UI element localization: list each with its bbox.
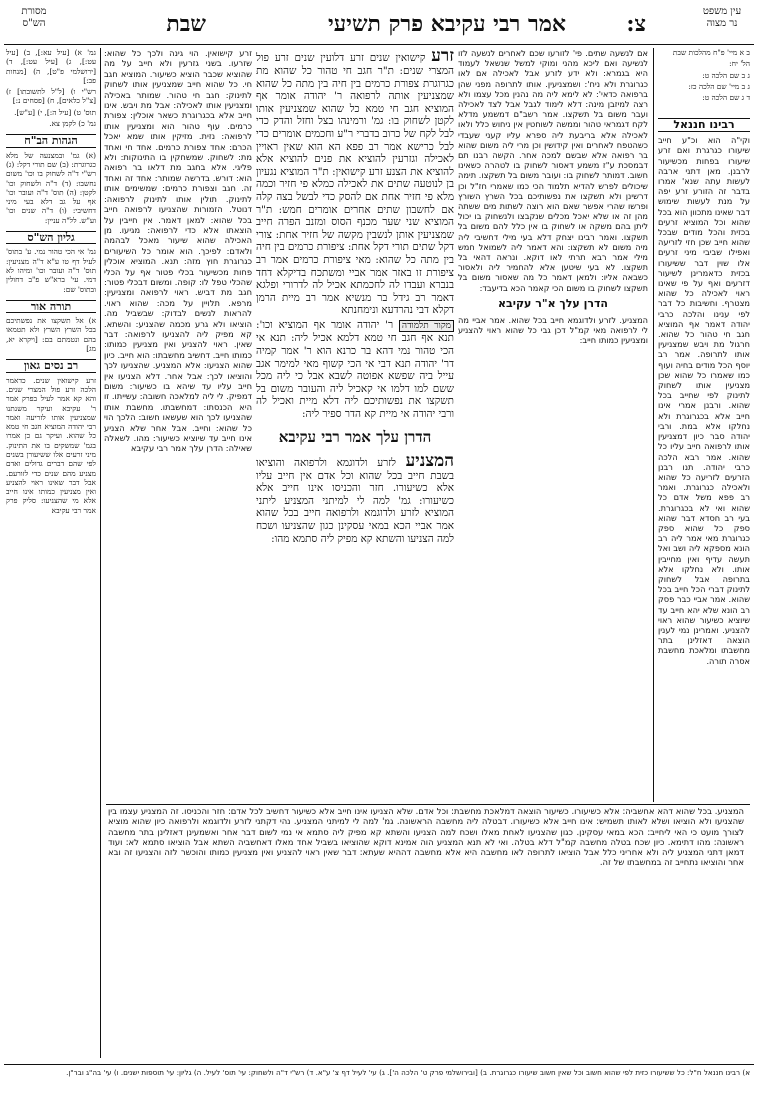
tosafot-mishna: המצניע. לזרע ולדוגמא חייב בכל שהוא. אמר אביי מה לי לרפואה מאי קמ"ל דכן גבי כל שהוא ראוי להצניע ומצניעין כמותו חייב: bbox=[458, 314, 648, 346]
masoret-line: רש"י ו) [ל"ל לתשובתו] ז) [צ"ל כלאים], ח) [פסחים נ:] bbox=[6, 87, 96, 106]
ein-mishpat-line: ד ג שם הלכה ט: bbox=[702, 93, 750, 103]
column-divider bbox=[100, 48, 101, 1058]
mishna-text bbox=[256, 450, 454, 546]
torah-or-title: תורה אור bbox=[6, 300, 96, 313]
ein-mishpat-label: עין משפט נר מצוה bbox=[702, 6, 742, 29]
masoret-column bbox=[6, 48, 96, 1058]
rashi-column bbox=[104, 48, 252, 802]
rashi-text: זרע קישואין. הוי גינה ולכך כל שהוא: שזרעו. בשני גזרעין ולא חייב על מה שהוציא שכבר הוציא כשיעור. המוציא חגב חי. כל שהוא חייב שמצניעין אותו לשחוק לתינוק: חגב חי טהור. שמותר באכילה ומצניעין אותו לאכילה: אבל מת ויבש. אינו חייב אלא בכגרוגרת כשאר אוכלין: צפורת כרמים. עוף טהור הוא ומצניעין אותו לרפואה: נזית. מזיקין אותו שמא יאכל הכרם: אחד צפורת כרמים. אחד חי ואחד מת: לשחוק. שמשחקין בו התינוקות: ולא פליגי. אלא בחגב מת דלאו בר רפואה הוא: דורש. בדרשה שמותר: אחד זה ואחד זה. חגב וצפורת כרמים: שמשימים אותו לתינוק. תולין אותו לתינוק לרפואה: דנוטל. הזמורות שהצניעו לרפואה חייב בכל שהוא: למאן דאמר. אין חייבין על הוצאתו אלא כדי לרפואה: מגיעו. מן האכילה שהוא שיעור מאכל לבהמה ולאדם: לפיכך. הוא אומר כל השיעורים כגרוגרת חוץ מזה: תנא. המוציא אוכלין פחות מכשיעור בכלי פטור אף על הכלי שהכלי טפל לו: קופה. ומשום דבכלי פטור: חגב מת דביש. ראוי לרפואה ומצניעין: מרפא. תלויין על מכה: שהוא ראוי. להראות לנשים לבדוק: שבשביל מה. הוציאו ולא גרע מכמה שהצניע: והשתא. קא מפיק ליה להצניעו לרפואה: דבר שאין. ראוי להצניע ואין מצניעין כמותו: כמותו חייב. דחשיב מחשבתו: הוא חייב. כיון שהוא הצניעו: אלא המצניע. שהצניעו לכך והוציאו לכך: אבל אחר. דלא הצניעו אין חייב עליו עד שיהא בו כשיעור: משום דמפיק. לי ליה למלאכה חשובה: עשייתו. זו היא הכנסתו: דמחשבתו. מחשבת אותו שהצניעו לכך הוא שעשאו חשוב: הלכך הוי כל שהוא: וחייב. אבל אחר שלא הצניע אינו חייב עד שיוציא כשיעור: מהו. לשאלה שאילה: הדרן עלך אמר רבי עקיבא bbox=[104, 48, 252, 454]
bottom-commentary bbox=[108, 806, 744, 1061]
gemara-text bbox=[256, 48, 454, 317]
rav-nissim-title: רב נסים גאון bbox=[6, 359, 96, 372]
mishna-body: לזרע ולדוגמא ולרפואה והוציאו בשבת חייב בכל שהוא וכל אדם אין חייב עליו אלא כשיעורו. חזר והכניסו אינו חייב אלא כשיעורו: גמ' למה לי למיתני המצניע ליתני המוציא לזרע ולדוגמא ולרפואה חייב בכל שהוא אמר אביי הכא במאי עסקינן כגון שהצניעו ושכח למה הצניעו והשתא קא מפיק ליה סתמא מהו: bbox=[256, 456, 454, 545]
gilyon-text: גמ' אי הכי טהור נמי. ע' בתוס' לעיל דף טו ע"א ד"ה מצניעין: תוס' ד"ה ועובר וכו' ומיהו לא דמי. עי' ברא"ש פ"ב דחולין ובתוס' שם: bbox=[6, 247, 96, 294]
page-number: צ: bbox=[626, 11, 646, 37]
bottom-commentary-text: המצניע. בכל שהוא דהא אחשביה: אלא כשיעורו. כשיעור הוצאה דמלאכת מחשבת: וכל אדם. שלא הצניעו אינו חייב אלא כשיעור דחשיב לכל אדם: חזר והכניסו. זה המצניע עצמו בין שהצניעו ולא הוציאו ושלא לאותו תשמיש: אינו חייב אלא כשיעורו. דבטלה ליה מחשבה הראשונה. גמ' למה לי למיתני המצניע. נהי דקתני לזרע ולדוגמא ולרפואה כיון שהוא מוציא לצורך מועט כי האי ליחייב: הכא במאי עסקינן. כגון שהצניעו לאחת מאלו ושכח למה הצניעו והשתא קא מפיק ליה סתמא אי נמי לשום דבר אחר ואשמעינן דאזלינן בתר מחשבה ראשונה: מהו דתימא. כיון שכח בטלה מחשבה קמ"ל דלא בטלה. ואי לא תנא המצניע הוה אמינא דוקא שהוציאו בשביל אחד מאלו דאחשביה השתא אבל הוציאו סתמא לא: ועוד דמאן דתני המצניע ליה ולא אחריני כלל אבל הוציאו לתרופה לאו מחשבה היא אלא מחשבה דההיא שעתא: דבר שאין ראוי להצניע ואין מצניעין כמותו והוכשר לזה והצניעו זה ובא אחר והוציאו נתחייב זה במחשבתו של זה. bbox=[108, 806, 744, 868]
gemara-column bbox=[256, 48, 454, 802]
bottom-rule bbox=[106, 804, 750, 805]
tosafot-column bbox=[458, 48, 648, 802]
header-rule bbox=[4, 44, 754, 45]
footnote-text: א) רבינו חננאל ח"ל: כל ששיעורו כזית לפי שהוא חשוב וכל שאין חשוב שיעורו כגרוגרת. ב) [ובירושלמי פרק ט' הלכה ה']. ג) עי' לעיל דף צ' ע"א. ד) רש"י ד"ה ולשחוק: עי' תוס' לעיל. ה) גליון: עי' תוספות ישנים. ו) עי' בה"ג ובר"ן. bbox=[66, 1068, 750, 1077]
rabbenu-chananel-text: וקי"ה הוא וכ"ע חייב שיעורו כגרגרת ואם זרע שיעורו בפחות מכשיעור לרבנן. מאן דתני ארבה לעשות עתה שנא' אמרו בדבר זה הזורע זרע יפה על מנת לעשות שימוש דבר שאינו מתכוון הוא בכל שהוא וכל המוציא זרעים בכזית והכל מודים שבכל שהוא חייב שכן חזי לזריעה ואפילו שביבי מיני זרעים אלו שוין דבר ששיעורו בכזית כדאמרינן לשיעור דזרעים ואף על פי שאינו ראוי לאכילה כל שהוא מצטרף. וחשיבות כל דבר לפי ענינו והלכה כרבי יהודה דאמר אף המוציא חגב חי טהור כל שהוא. חרגול מת ויבש שמצניעין אותו לתרופה. אמר רב יוסף הכל מודים בחיה ועוף כמו שאמרו כל שהוא שכן מצניעין אותו לשחוק לתינוק לפי שחייב בכל שהוא. ורבנן אמרי אינו חייב אלא בכגרוגרת ולא נחלקו אלא במת. ורבי יהודה סבר כיון דמצניעין אותו לרפואה חייב עליו כל שהוא. אמר רבא הלכה כרבי יהודה. תנו רבנן הזרעים לזריעה כל שהוא ולאכילה כגרוגרת. ואמר רב פפא משל אדם כל שהוא ואי לא בכגרוגרת. בעי רב חסדא דבר שהוא ספק כל שהוא ספק כגרוגרת מאי אמר ליה רב הונא מספקא ליה ושב ואל תעשה עדיף ואין מחייבין אותו. ולא נחלקו אלא בתרופה אבל לשחוק לתינוק דברי הכל חייב בכל שהוא. אמר אביי כבר פסק רב הונא שלא יהא חייב עד שיוציא כשיעור שהוא ראוי להצניע. ואמרינן נמי לענין הוצאה דאזלינן בתר מחשבתו ומלאכת מחשבת אסרה תורה. bbox=[658, 135, 750, 666]
hagahot-text: (א) גמ' ובמצנעה של מלא כגרוגרת: (ב) שם תורי דקל: (ג) רש"י ד"ה לשחוק בו וכו' משום נחשבו: (ד) ד"ה ולשחוק וכו' לקטן: (ה) תוס' ד"ה ועובר וכו' אף על גב דלא בעי מיני דחשיבי: (ו) ד"ה שנים וכו' וע"ש. לל"ה עניין: bbox=[6, 150, 96, 225]
ein-mishpat-line: ג ב מיי' שם הלכה כז: bbox=[688, 81, 750, 91]
ein-mishpat-line: ב א מיי' פ"ח מהלכות שבת bbox=[672, 48, 750, 57]
column-divider bbox=[653, 48, 654, 802]
tractate-name: שבת bbox=[166, 11, 206, 37]
hagahot-title: הגהות הב"ח bbox=[6, 134, 96, 147]
gemara-opening-word: זרע bbox=[431, 48, 454, 66]
ein-mishpat-line: הל' יח: bbox=[729, 59, 750, 69]
rav-nissim-text: זרע קישואין שנים. כדאמר הלכה זרע פול המצרי שנים. והא קא אמר לעיל בפרק אמר ר' עקיבא ועיקר משנתנו שמצניעין אותו לזריעה ואמר רבי יהודה המוציא חגב חי טמא כל שהוא. ועיקר גם כן אמרו בגמ' שמשקים בו את התינוק. מיני זרעים אלו ששיעורן בשנים לפי שהם דברים גדולים ואדם מצניע מהם שנים כדי לזורעם. אבל דבר שאינו ראוי להצניע ואין מצניעין כמותו אינו חייב אלא מי שהצניעו: סליק פרק אמר רבי עקיבא bbox=[6, 375, 96, 515]
ein-mishpat-column bbox=[666, 48, 750, 108]
masoret-line: תוס' ט) [עיל ה:], י) [ע"ש]. bbox=[14, 107, 96, 117]
tosafot-text: אם לנשעה שתים. פי' לזורעו שכם לאחרים לנשעה לזו לנשיעה ואם ליכא מהני ומוקי למשל שנשאל לעמוד היא בגמרא: ולא ידע לזרע אבל לאכילה אם לאו כגרוגרת ולא ניח': ושמצניעין. אותו לתרופה מפני שהן ברפואה כדאי': לא לימא ליה מה נהנין מכל עצמו ולא רצה למיזבן מינה: דלא לימוד לגבל אבל לצד לאכילה ועבר משום בל תשקצו. אמר רשב"ם דמשמע מדלא לקח דגמראי טהור וממשה לשוחטין אין ניחוש כלל ולאו לאכילה אלא בריבעת ליה ספרא עליו קעני שעבדי כשהטפח לאחרים ואין קידושין וכן מרי ליה משום שהוא בר רפואה אלא שבשם למכה אחר. הקשה רבנו תם דבמסכת ע"ז משמע דאסור לשחוק בו לטהרה כשאינו חשוב. דמותר לשחוק בו: ועובר משום בל תשקצו. תימה שיכולים לפרש להדיא תלמוד הכי כמו שאמרי חז"ל וכן דרשינן ולא תשקצו את נפשותיכם בכל השרץ השורץ ופרשו שהרי אפשר שאם הוא רוצה לשתות מים ששתה מהן זה או שלא יאכל מכלים שנקבצו ולנשחוק בו יכול ליתן בהם משקה או לשחוק בו אין כלל להם משום בל תשקצו. ואמר רבינו יצחק דלא בעי מילי דחשיבי ליה מיה משום לא תשקצו: והא דאמר ליה לשמואל חמש מילי אמר רבא תרתי לאו דוקא. ונראה דהאי בל תשקצו. לא בעי שיטען אלא להחמיר ליה ולאסור כשבאה אליו: ולמאן דאמר כל מה שאסור משום בל תשקצו לשחוק בו משום הכי קאמר הכא בדיעבד: bbox=[458, 48, 648, 293]
gemara-body-2: ר' יהודה אומר אף המוציא וכו': תנא אף חגב חי טמא דלמא אכיל ליה: תנא אי הכי טהור נמי דהא בר כרנא הוא ר' אמר קמיה דר' יהודה תנא דבי אי הכי קשוף מאי למימר אגב עייל ביה שפשא אפוטה לשבא אבל כי ליה מכל ששם למו דלמו אי קאכיל ליה והעובר משום בל תשקצו את נפשותיכם ליה דלא מיית ואכיל לה ורבי יהודה אי מיית קא הדר ספיר ליה: bbox=[256, 318, 454, 421]
footnotes bbox=[8, 1068, 750, 1108]
source-box: מקור תלמודה bbox=[399, 320, 454, 332]
chapter-title: אמר רבי עקיבא פרק תשיעי bbox=[327, 11, 566, 37]
hadran-title: הדרן עלך אמר רבי עקיבא bbox=[278, 427, 432, 446]
rabbenu-chananel-title: רבינו חננאל bbox=[658, 118, 750, 132]
tosafot-hadran: הדרן עלך א"ר עקיבא bbox=[498, 296, 608, 310]
gilyon-title: גליון הש"ס bbox=[6, 231, 96, 244]
masoret-line: גמ' כ) לקמן צא. bbox=[49, 119, 96, 129]
gemara-body-1: קישואין שנים זרע דלועין שנים זרע פול המצרי שנים: ת"ר חגב חי טהור כל שהוא מת כגרוגרת צפורת כרמים בין חיה בין מתה כל שהוא שמצניעין אותה לרפואה ר' יהודה אומר אף המוציא חגב חי טמא כל שהוא שמצניעין אותו לקטן לשחוק בו: גמ' ורמינהו בצל וחזל והדק כדי לבל לקח של כרוב בדברי ר"ע וחכמים אומרים כדי לבל כרישא אמר רב פפא הא הוא שאין ראויין לאכילה וגזרעין להוציא את פנים להוציא אלא להוציא את הצנע זרע קישואין: ת"ר המוציא נגעיון בן לנוטעה שתים את לאכילה כמלא פי חזיר וכמה מלא פי חזיר אחת אם להסק כדי לבשל בצה קלה אם לחשבון שתים אחרים אומרים חמש: ת"ר המוציא שני שער מכנף הסוס ומזנב הפרה חייב שמצניעין אותן לנשבין מקשה של חזיר אחת: צורי דקל שתים תורי דקל אחת: ציפורת כרמים בין חיה בין מתה כל שהוא: מאי ציפורת כרמים אמר רב ציפורת זו באזר אמר אביי ומשתכח בדיקלא דחד בנברא ועבדו לה לחכמתא אכיל לה לדרורי ופלגא דאמר רב גידל בר מנשיא אמר רב מיית הרמן דקלא דבי נהרדעא ונימחנתא bbox=[256, 52, 454, 317]
masoret-label: מסורת הש"ס bbox=[21, 6, 47, 29]
ein-mishpat-line: ג ב שם הלכה ט: bbox=[702, 70, 750, 80]
mishna-opening-word: המצניע bbox=[405, 450, 454, 471]
masoret-line: גמ' א) [עיל עא:], ב) [עיל עט:], ג) [עיל עט:], ד) [ירושלמי פ"ט], ה) [מנחות פב:] bbox=[6, 48, 96, 85]
page-header bbox=[0, 6, 758, 44]
gemara-text bbox=[256, 319, 454, 421]
rabbenu-chananel-column bbox=[658, 112, 750, 802]
torah-or-text: א) אל תשקצו את נפשתיכם בכל השרץ השרץ ולא תטמאו בהם ונטמתם בם: [ויקרא יא, מג] bbox=[6, 316, 96, 354]
footnote-rule bbox=[4, 1064, 754, 1065]
